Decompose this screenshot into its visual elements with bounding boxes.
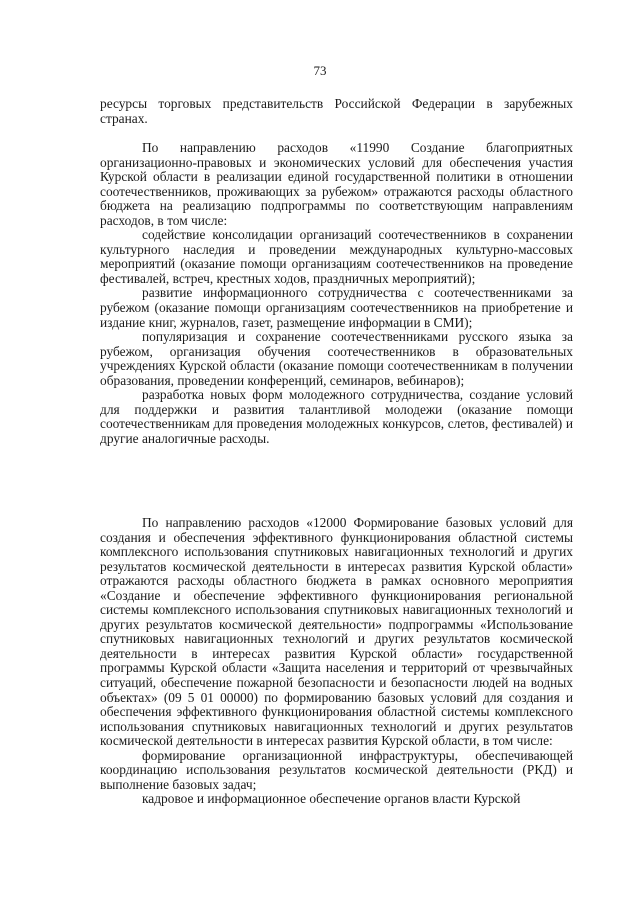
continuation-block <box>100 97 573 126</box>
section-intro-paragraph: По направлению расходов «11990 Создание благоприятных организационно-правовых и экономических условий для обеспечения участия Курской области в реализации единой государственной политики в отношении соотечественников, проживающих за рубежом» отражаются расходы областного бюджета на реализацию подпрограммы по соответствующим направлениям расходов, в том числе: <box>100 140 573 228</box>
section-intro-paragraph: По направлению расходов «12000 Формирование базовых условий для создания и обеспечения эффективного функционирования областной системы комплексного использования спутниковых навигационных технологий и других результатов космической деятельности в интересах развития Курской области» отражаются расходы областного бюджета в рамках основного мероприятия «Создание и обеспечение эффективного функционирования региональной системы комплексного использования спутниковых навигационных технологий и других результатов космической деятельности» подпрограммы «Использование спутниковых навигационных технологий и других результатов космической деятельности в интересах развития Курской области» государственной программы Курской области «Защита населения и территорий от чрезвычайных ситуаций, обеспечение пожарной безопасности и безопасности людей на водных объектах» (09 5 01 00000) по формированию базовых условий для создания и обеспечения эффективного функционирования областной системы комплексного использования спутниковых навигационных технологий и других результатов космической деятельности в интересах развития Курской области, в том числе: <box>100 515 573 749</box>
list-item-paragraph: формирование организационной инфраструктуры, обеспечивающей координацию использования результатов космической деятельности (РКД) и выполнение базовых задач; <box>100 747 573 792</box>
section-12000 <box>100 516 573 807</box>
list-item-paragraph: популяризация и сохранение соотечественниками русского языка за рубежом, организация обучения соотечественников в образовательных учреждениях Курской области (оказание помощи соотечественникам в получении образования, проведении конференций, семинаров, вебинаров); <box>100 329 573 388</box>
list-item-paragraph: развитие информационного сотрудничества с соотечественниками за рубежом (оказание помощи организациям соотечественников на приобретение и издание книг, журналов, газет, размещение информации в СМИ); <box>100 285 573 330</box>
page-number: 73 <box>313 63 327 78</box>
list-item-paragraph: разработка новых форм молодежного сотрудничества, создание условий для поддержки и развития талантливой молодежи (оказание помощи соотечественникам для проведения молодежных конкурсов, слетов, фестивалей) и другие аналогичные расходы. <box>100 387 573 446</box>
list-item-paragraph: кадровое и информационное обеспечение органов власти Курской <box>142 791 521 807</box>
list-item-paragraph: содействие консолидации организаций соотечественников в сохранении культурного наследия и проведении международных культурно-массовых мероприятий (оказание помощи организациям соотечественников на проведение фестивалей, встреч, крестных ходов, праздничных мероприятий); <box>100 227 573 286</box>
section-11990 <box>100 141 573 446</box>
paragraph: ресурсы торговых представительств Российской Федерации в зарубежных странах. <box>100 96 573 126</box>
